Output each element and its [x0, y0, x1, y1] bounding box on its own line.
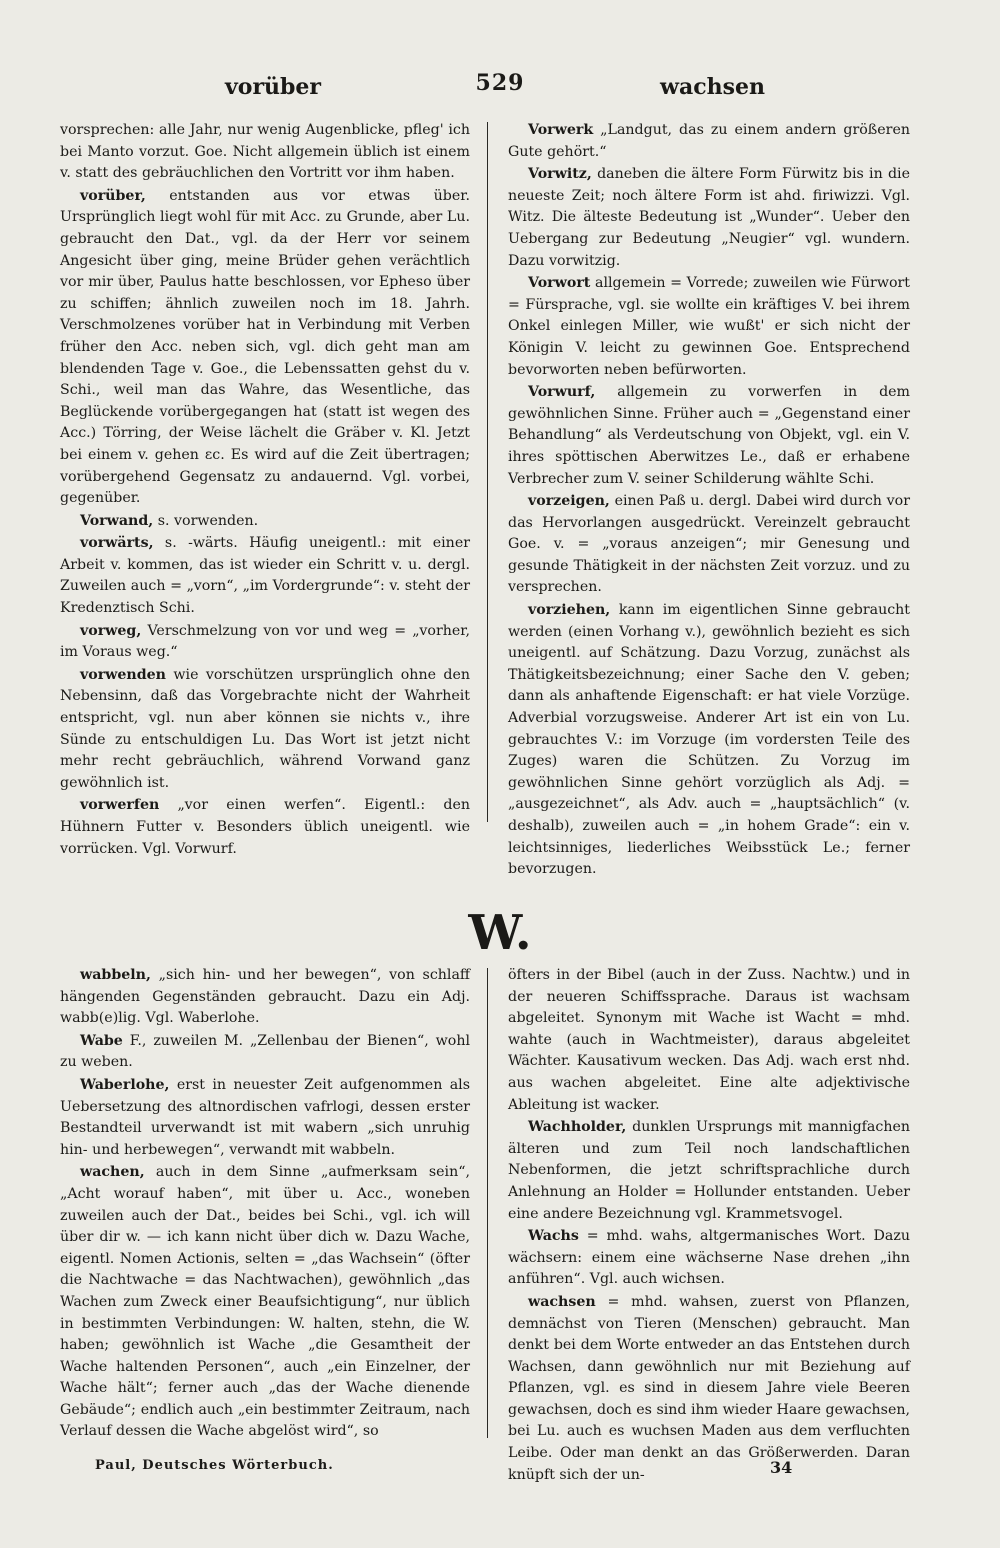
entry-text: dunklen Ursprungs mit mannigfachen älteren und zum Teil noch landschaftlichen Nebenformen, die jetzt schriftsprachliche durch Anlehnung an Holder = Hollunder entstanden. Ueber eine andere Bezeichnung vgl. Krammetsvogel. [508, 1119, 910, 1222]
dictionary-entry [60, 665, 470, 795]
entry-text: = mhd. wahs, altgermanisches Wort. Dazu wächsern: einem eine wächserne Nase drehen „ihn anführen“. Vgl. auch wichsen. [508, 1228, 910, 1288]
entry-headword: vorüber, [80, 187, 146, 204]
entry-text: auch in dem Sinne „aufmerksam sein“, „Acht worauf haben“, mit über u. Acc., woneben zuweilen auch der Dat., beides bei Schi., vgl. ich will über dir w. — ich kann nicht über dich w. Dazu Wache, eigentl. Nomen Actionis, selten = „das Wachsein“ (öfter die Nachtwache = das Nachtwachen), gewöhnlich „das Wachen zum Zweck einer Beaufsichtigung“, nur üblich in bestimmten Verbindungen: W. halten, stehn, die W. haben; gewöhnlich ist Wache „die Gesamtheit der Wache haltenden Personen“, auch „ein Einzelner, der Wache hält“; ferner auch „das der Wache dienende Gebäude“; endlich auch „ein bestimmter Zeitraum, nach Verlauf dessen die Wache abgelöst wird“, so [60, 1164, 470, 1440]
running-header [60, 62, 940, 106]
column-divider-bottom [487, 968, 488, 1438]
dictionary-entry [508, 164, 910, 272]
entry-text: kann im eigentlichen Sinne gebraucht werden (einen Vorhang v.), gewöhnlich bezieht es sich uneigentl. auf Schätzung. Dazu Vorzug, zunächst als Thätigkeitsbezeichnung; einer Sache den V. geben; dann als anhaftende Eigenschaft: er hat viele Vorzüge. Adverbial vorzugsweise. Anderer Art ist ein von Lu. gebrauchtes V.: im Vorzuge (im vordersten Teile des Zuges) waren die Schützen. Zu Vorzug im gewöhnlichen Sinne gehört vorzüglich als Adj. = „ausgezeichnet“, als Adv. auch = „hauptsächlich“ (v. deshalb), zuweilen auch = „in hohem Grade“: ein v. leichtsinniges, liederliches Weibsstück Le.; ferner bevorzugen. [508, 602, 910, 878]
footer-signature-number: 34 [770, 1458, 793, 1477]
entry-headword: vorzeigen, [528, 493, 610, 510]
dictionary-entry [60, 965, 470, 1030]
column-top-right [508, 120, 910, 882]
entry-headword: Vorwitz, [528, 166, 592, 183]
entry-headword: Wabe [80, 1032, 123, 1049]
column-divider-top [487, 122, 488, 822]
entry-headword: wabbeln, [80, 967, 151, 983]
entry-headword: Vorwort [528, 275, 591, 292]
entry-text: öfters in der Bibel (auch in der Zuss. Nachtw.) und in der neueren Schiffssprache. Daraus ist wachsam abgeleitet. Synonym mit Wache ist Wacht = mhd. wahte (auch in Wachtmeister), daraus abgeleitet Wächter. Kausativum wecken. Das Adj. wach erst nhd. aus wachen abgeleitet. Eine alte adjektivische Ableitung ist wacker. [508, 967, 910, 1113]
entry-text: einen Paß u. dergl. Dabei wird durch vor das Hervorlangen ausgedrückt. Vereinzelt gebraucht Goe. v. = „voraus anzeigen“; mir Genesung und gesunde Thätigkeit in der nächsten Zeit vorzuz. und zu versprechen. [508, 493, 910, 596]
entry-text: Verschmelzung von vor und weg = „vorher, im Voraus weg.“ [60, 622, 470, 661]
entry-text: wie vorschützen ursprünglich ohne den Nebensinn, daß das Vorgebrachte nicht der Wahrheit entspricht, vgl. nun aber können sie nichts v., ihre Sünde zu entschuldigen Lu. Das Wort ist jetzt nicht mehr recht gebräuchlich, während Vorwand ganz gewöhnlich ist. [60, 666, 470, 791]
entry-headword: Wachholder, [528, 1119, 627, 1136]
footer-book-title: Paul, Deutsches Wörterbuch. [95, 1458, 334, 1473]
entry-headword: vorwerfen [80, 797, 160, 814]
entry-text: vorsprechen: alle Jahr, nur wenig Augenblicke, pfleg' ich bei Manto vorzut. Goe. Nicht allgemein üblich ist einem v. statt des gebräuchlichen den Vortritt vor ihm haben. [60, 122, 470, 182]
dictionary-entry [508, 1226, 910, 1291]
entry-text: s. vorwenden. [153, 512, 259, 529]
entry-text: „sich hin- und her bewegen“, von schlaff hängenden Gegenständen gebraucht. Dazu ein Adj. wabb(e)lig. Vgl. Waberlohe. [60, 967, 470, 1027]
dictionary-entry [508, 965, 910, 1116]
entry-headword: wachsen [528, 1293, 596, 1310]
column-top-left [60, 120, 470, 861]
dictionary-entry [508, 273, 910, 381]
dictionary-entry [60, 186, 470, 510]
dictionary-entry [508, 1117, 910, 1225]
entry-text: daneben die ältere Form Fürwitz bis in die neueste Zeit; noch ältere Form ist ahd. firiwizzi. Vgl. Witz. Die älteste Bedeutung ist „Wunder“. Ueber den Uebergang zur Bedeutung „Neugier“ vgl. wundern. Dazu vorwitzig. [508, 166, 910, 269]
section-letter-heading: W. [468, 905, 532, 961]
page-number: 529 [475, 70, 525, 96]
dictionary-entry [60, 1075, 470, 1161]
entry-text: erst in neuester Zeit aufgenommen als Uebersetzung des altnordischen vafrlogi, dessen erster Bestandteil urverwandt ist mit wabern „sich unruhig hin- und herbewegen“, verwandt mit wabbeln. [60, 1076, 470, 1158]
dictionary-entry [60, 533, 470, 619]
entry-headword: wachen, [80, 1164, 145, 1181]
entry-text: F., zuweilen M. „Zellenbau der Bienen“, wohl zu weben. [60, 1032, 470, 1071]
entry-text: s. -wärts. Häufig uneigentl.: mit einer Arbeit v. kommen, das ist wieder ein Schritt v. u. dergl. Zuweilen auch = „vorn“, „im Vordergrunde“: v. steht der Kredenztisch Schi. [60, 535, 470, 617]
dictionary-entry [60, 795, 470, 860]
entry-headword: Vorwerk [528, 122, 594, 138]
entry-headword: Wachs [528, 1228, 579, 1245]
entry-text: „Landgut, das zu einem andern größeren Gute gehört.“ [508, 122, 910, 160]
dictionary-entry [508, 491, 910, 599]
column-bottom-right [508, 965, 910, 1487]
dictionary-entry [60, 1162, 470, 1443]
entry-headword: Waberlohe, [80, 1076, 170, 1093]
entry-headword: Vorwurf, [528, 384, 596, 401]
dictionary-entry [60, 120, 470, 185]
entry-text: entstanden aus vor etwas über. Ursprünglich liegt wohl für mit Acc. zu Grunde, aber Lu. gebraucht den Dat., vgl. da der Herr vor seinem Angesicht über ging, meine Brüder gehen verächtlich vor mir über, Paulus hatte beschlossen, vor Epheso über zu schiffen; ähnlich zuweilen noch im 18. Jahrh. Verschmolzenes vorüber hat in Verbindung mit Verben früher den Acc. neben sich, vgl. dich geht man am blendenden Tage v. Goe., die Lebenssatten gehst du v. Schi., weil man das Wahre, das Wesentliche, das Beglückende vorübergegangen hat (statt ist wegen des Acc.) Törring, der Weise lächelt die Gräber v. Kl. Jetzt bei einem v. gehen ɛc. Es wird auf die Zeit übertragen; vorübergehend Gegensatz zu andauernd. Vgl. vorbei, gegenüber. [60, 187, 470, 507]
entry-headword: Vorwand, [80, 512, 154, 529]
entry-headword: vorwärts, [80, 535, 154, 552]
entry-headword: vorziehen, [528, 602, 611, 619]
column-bottom-left [60, 965, 470, 1444]
entry-text: = mhd. wahsen, zuerst von Pflanzen, demnächst von Tieren (Menschen) gebraucht. Man denkt bei dem Worte entweder an das Entstehen durch Wachsen, dann gewöhnlich nur mit Beziehung auf Pflanzen, vgl. es sind in diesem Jahre viele Beeren gewachsen, doch es sind ihm wieder Haare gewachsen, bei Lu. auch es wuchsen Maden aus dem verfluchten Leibe. Oder man denkt an das Größerwerden. Daran knüpft sich der un- [508, 1293, 910, 1483]
header-left-guideword: vorüber [225, 74, 322, 100]
dictionary-entry [508, 382, 910, 490]
header-right-guideword: wachsen [660, 74, 765, 100]
dictionary-entry [508, 600, 910, 881]
entry-headword: vorweg, [80, 622, 142, 639]
dictionary-entry [508, 120, 910, 163]
dictionary-entry [60, 1031, 470, 1074]
dictionary-entry [508, 1292, 910, 1486]
entry-text: allgemein zu vorwerfen in dem gewöhnlichen Sinne. Früher auch = „Gegenstand einer Behandlung“ als Verdeutschung von Objekt, vgl. ein V. ihres spöttischen Aberwitzes Le., daß er erhabene Verbrecher zum V. seiner Schilderung wählte Schi. [508, 384, 910, 487]
entry-text: allgemein = Vorrede; zuweilen wie Fürwort = Fürsprache, vgl. sie wollte ein kräftiges V. bei ihrem Onkel einlegen Miller, wie wußt' er sich nicht der Königin V. leicht zu gewinnen Goe. Entsprechend bevorworten neben befürworten. [508, 275, 910, 378]
dictionary-entry [60, 511, 470, 533]
dictionary-entry [60, 621, 470, 664]
entry-text: „vor einen werfen“. Eigentl.: den Hühnern Futter v. Besonders üblich uneigentl. wie vorrücken. Vgl. Vorwurf. [60, 797, 470, 857]
entry-headword: vorwenden [80, 666, 166, 683]
